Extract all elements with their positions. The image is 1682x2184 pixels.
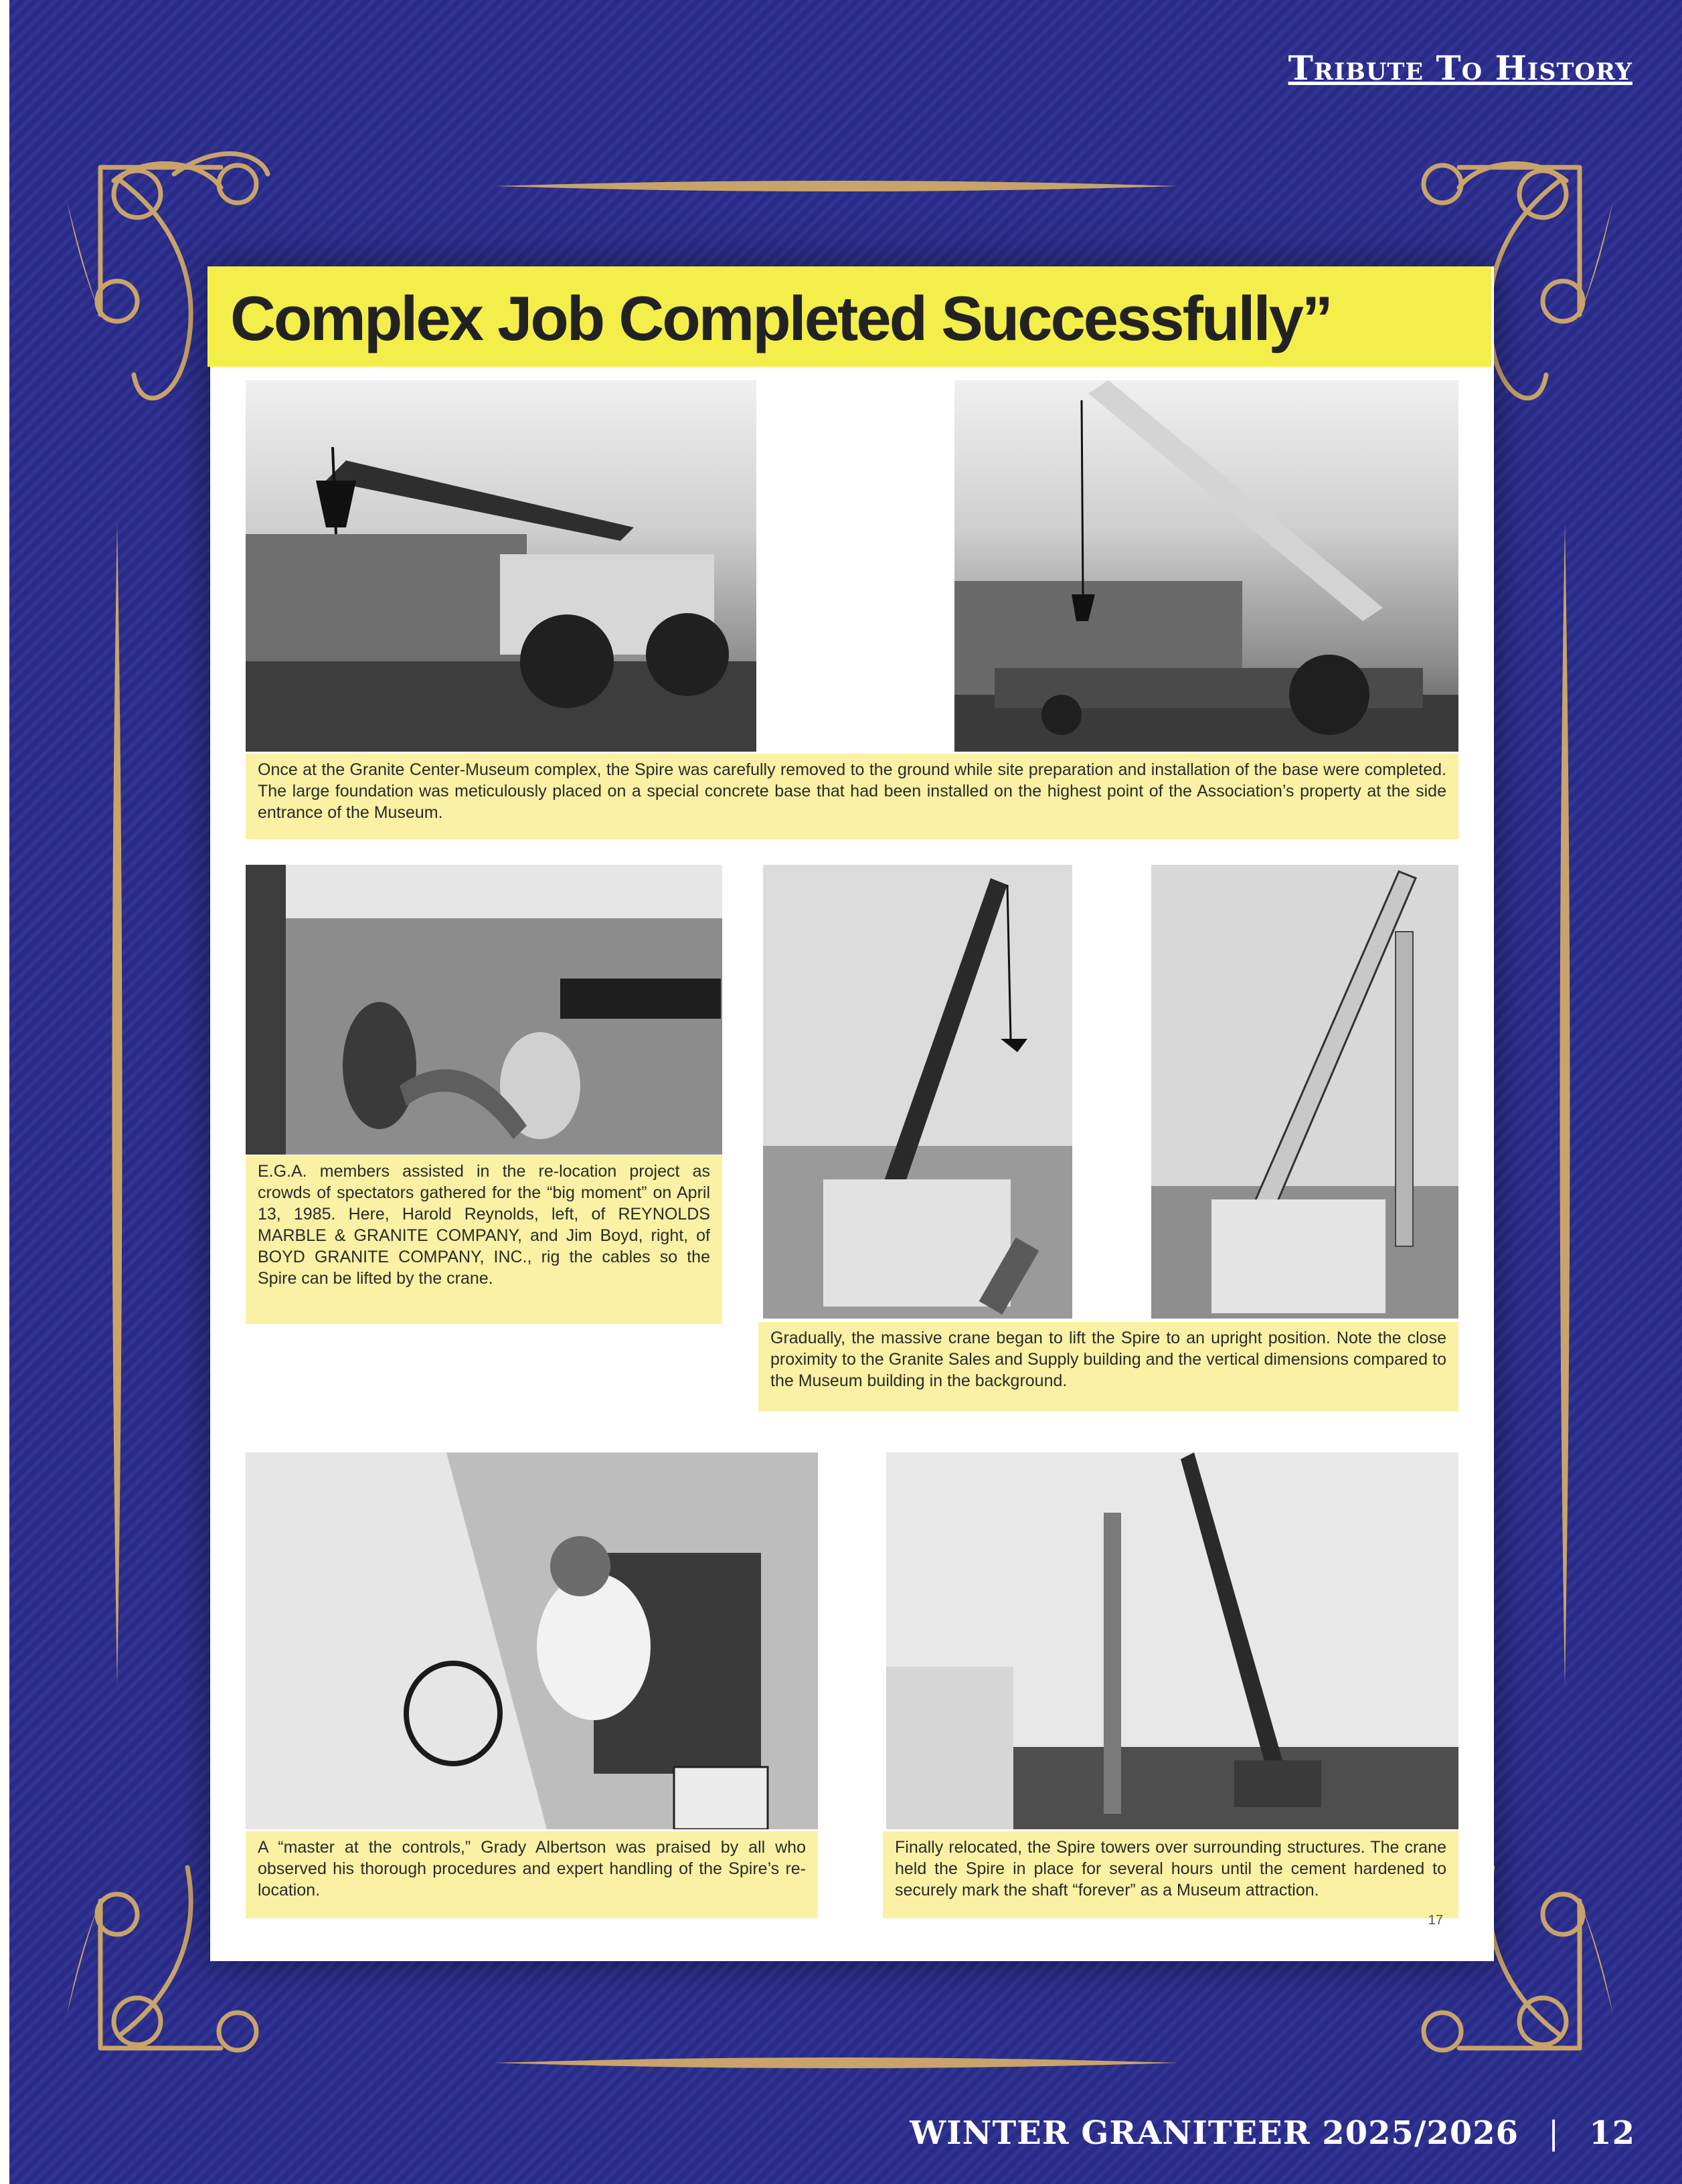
left-edge-strip xyxy=(0,0,9,2184)
page-number: 12 xyxy=(1589,2114,1635,2152)
section-title: Tribute To History xyxy=(1288,48,1632,88)
newspaper-clipping xyxy=(210,266,1494,1961)
photo-spire-upright xyxy=(1151,865,1458,1319)
clipping-page-number: 17 xyxy=(1428,1913,1443,1928)
photo-operator-at-controls xyxy=(246,1452,818,1829)
headline: Complex Job Completed Successfully” xyxy=(230,283,1331,353)
caption-relocated: Finally relocated, the Spire towers over surrounding structures. The crane held the Spire in place for several hours until the cement hardened to securely mark the shaft “forever” as a Museum attraction. xyxy=(883,1831,1458,1918)
caption-site-preparation: Once at the Granite Center-Museum complex, the Spire was carefully removed to the ground while site preparation and installation of the base were completed. The large foundation was meticulously placed on a special concrete base that had been installed on the highest point of the Association’s property at the side entrance of the Museum. xyxy=(246,754,1458,839)
footer-separator: | xyxy=(1548,2114,1560,2152)
photo-crane-lifting-spire xyxy=(763,865,1072,1319)
publication-title: WINTER GRANITEER 2025/2026 xyxy=(910,2114,1519,2152)
photo-members-rigging-cables xyxy=(246,865,722,1155)
footer xyxy=(910,2114,1635,2152)
headline-banner xyxy=(207,266,1491,367)
photo-crane-placing-base xyxy=(246,380,756,752)
photo-crane-truck-site xyxy=(954,380,1458,752)
caption-crane-lift: Gradually, the massive crane began to lift the Spire to an upright position. Note the close proximity to the Granite Sales and Supply building and the vertical dimensions compared to the Museum building in the background. xyxy=(758,1322,1458,1412)
caption-master-controls: A “master at the controls,” Grady Albertson was praised by all who observed his thorough procedures and expert handling of the Spire’s re-location. xyxy=(246,1831,818,1918)
caption-ega-members: E.G.A. members assisted in the re-location project as crowds of spectators gathered for the “big moment” on April 13, 1985. Here, Harold Reynolds, left, of REYNOLDS MARBLE & GRANITE COMPANY, and Jim Boyd, right, of BOYD GRANITE COMPANY, INC., rig the cables so the Spire can be lifted by the crane. xyxy=(246,1155,722,1324)
photo-spire-relocated xyxy=(886,1452,1458,1829)
